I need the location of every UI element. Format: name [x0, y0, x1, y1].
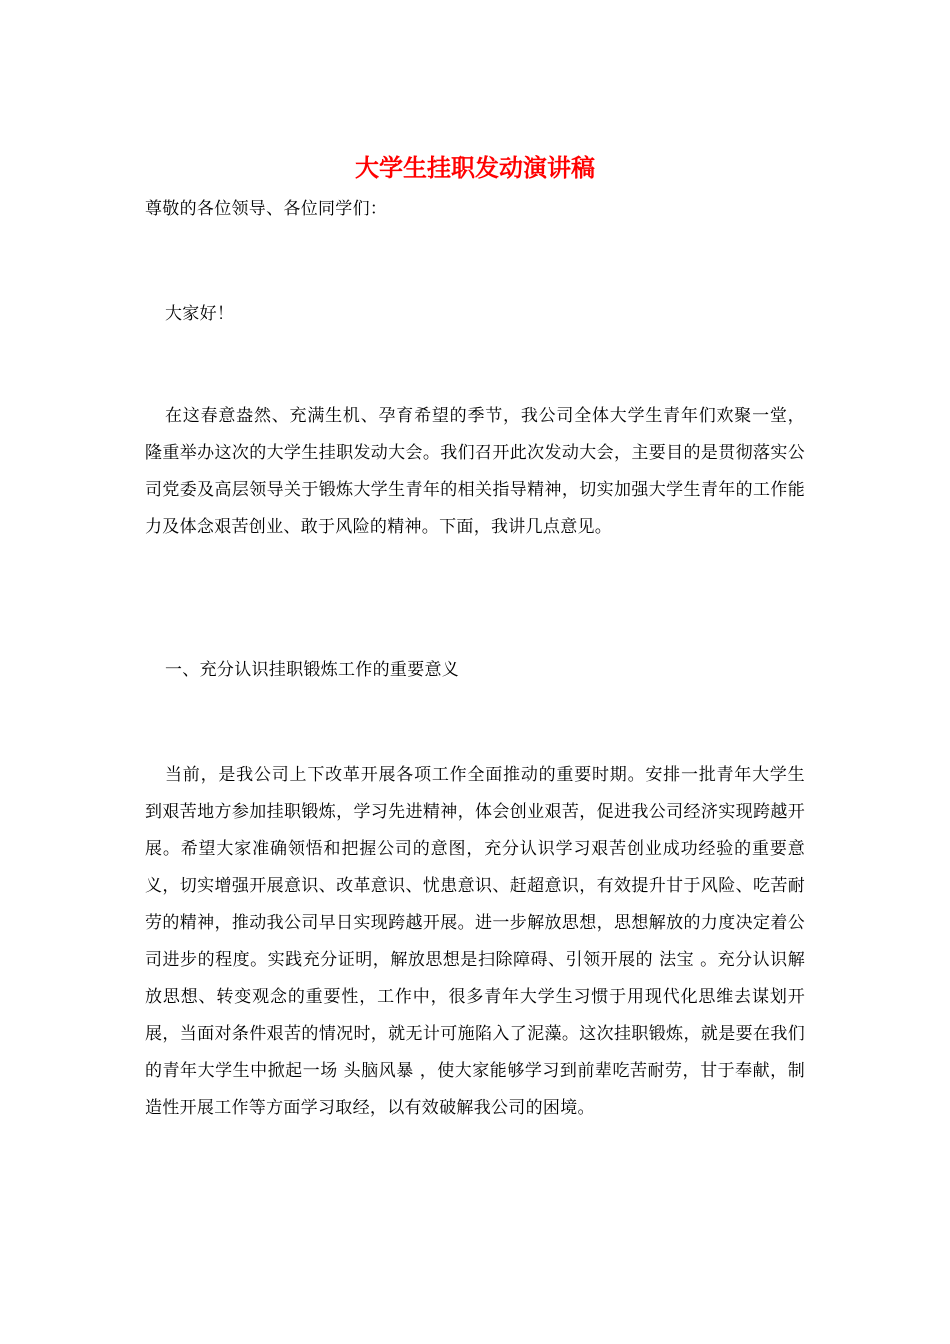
- greeting-text: 大家好！: [165, 304, 235, 324]
- section-body-paragraph: 当前，是我公司上下改革开展各项工作全面推动的重要时期。安排一批青年大学生到艰苦地方参加挂职锻炼，学习先进精神，体会创业艰苦，促进我公司经济实现跨越开展。希望大家准确领悟和把握公司的意图，充分认识学习艰苦创业成功经验的重要意义，切实增强开展意识、改革意识、忧患意识、赶超意识，有效提升甘于风险、吃苦耐劳的精神，推动我公司早日实现跨越开展。进一步解放思想，思想解放的力度决定着公司进步的程度。实践充分证明，解放思想是扫除障碍、引领开展的 法宝 。充分认识解放思想、转变观念的重要性，工作中，很多青年大学生习惯于用现代化思维去谋划开展，当面对条件艰苦的情况时，就无计可施陷入了泥藻。这次挂职锻炼，就是要在我们的青年大学生中掀起一场 头脑风暴 ，使大家能够学习到前辈吃苦耐劳，甘于奉献，制造性开展工作等方面学习取经，以有效破解我公司的困境。: [145, 765, 805, 1118]
- intro-paragraph: 在这春意盎然、充满生机、孕育希望的季节，我公司全体大学生青年们欢聚一堂，隆重举办这次的大学生挂职发动大会。我们召开此次发动大会，主要目的是贯彻落实公司党委及高层领导关于锻炼大学生青年的相关指导精神，切实加强大学生青年的工作能力及体念艰苦创业、敢于风险的精神。下面，我讲几点意见。: [145, 406, 805, 537]
- section-heading: 一、充分认识挂职锻炼工作的重要意义: [165, 660, 460, 680]
- document-title: 大学生挂职发动演讲稿: [355, 153, 595, 182]
- salutation-text: 尊敬的各位领导、各位同学们：: [145, 199, 388, 219]
